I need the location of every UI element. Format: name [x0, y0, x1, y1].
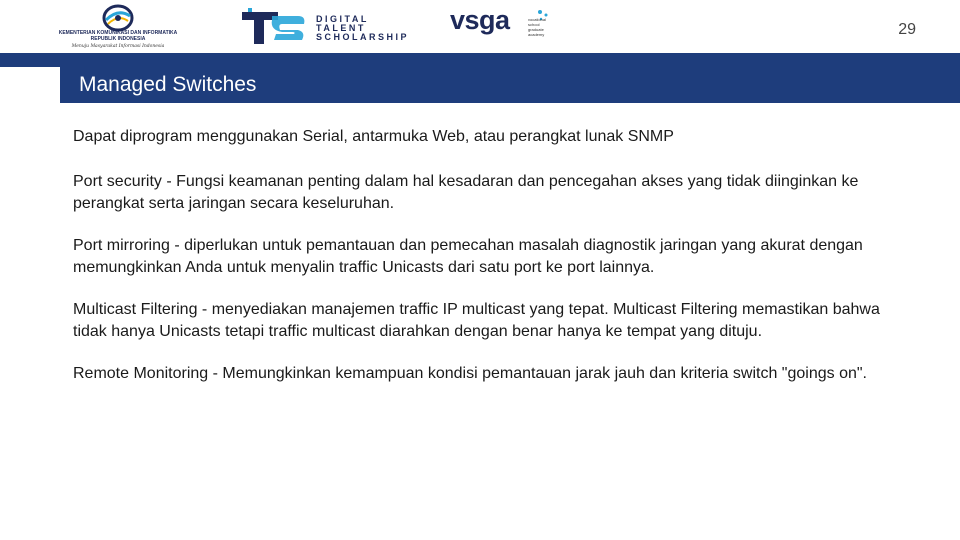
slide-body	[73, 126, 913, 405]
header-divider-band	[0, 53, 960, 67]
paragraph-4: Multicast Filtering - menyediakan manajemen traffic IP multicast yang tepat. Multicast Filtering memastikan bahwa tidak hanya Unicasts tetapi traffic multicast diarahkan dengan benar hanya ke tempat yang dituju.	[73, 301, 880, 340]
vsga-wordmark: vsga	[450, 5, 510, 35]
title-bar	[60, 67, 960, 103]
paragraph-3: Port mirroring - diperlukan untuk pemantauan dan pemecahan masalah diagnostik jaringan yang akurat dengan memungkinkan Anda untuk menyalin traffic Unicasts dari satu port ke port lainnya.	[73, 237, 863, 276]
digital-talent-logo	[238, 6, 408, 50]
vsga-logo	[448, 5, 558, 52]
paragraph-1: Dapat diprogram menggunakan Serial, antarmuka Web, atau perangkat lunak SNMP	[73, 128, 674, 145]
paragraph-5: Remote Monitoring - Memungkinkan kemampuan kondisi pemantauan jarak jauh dan kriteria switch "goings on".	[73, 365, 867, 382]
vsga-subtitle: vocational school graduate academy	[528, 17, 547, 37]
kominfo-tagline: Menuju Masyarakat Informasi Indonesia	[71, 44, 165, 49]
dts-emblem-icon	[238, 6, 308, 48]
paragraph-2: Port security - Fungsi keamanan penting dalam hal kesadaran dan pencegahan akses yang tidak diinginkan ke perangkat serta jaringan secara keseluruhan.	[73, 173, 859, 212]
page-number: 29	[898, 21, 916, 38]
kominfo-logo	[38, 4, 198, 50]
kominfo-emblem-icon	[38, 4, 198, 32]
kominfo-org-name: KEMENTERIAN KOMUNIKASI DAN INFORMATIKA REPUBLIK INDONESIA	[58, 30, 178, 42]
slide-title: Managed Switches	[79, 73, 257, 96]
title-bar-notch	[0, 67, 60, 103]
dts-wordmark: DIGITAL TALENT SCHOLARSHIP	[316, 14, 410, 42]
